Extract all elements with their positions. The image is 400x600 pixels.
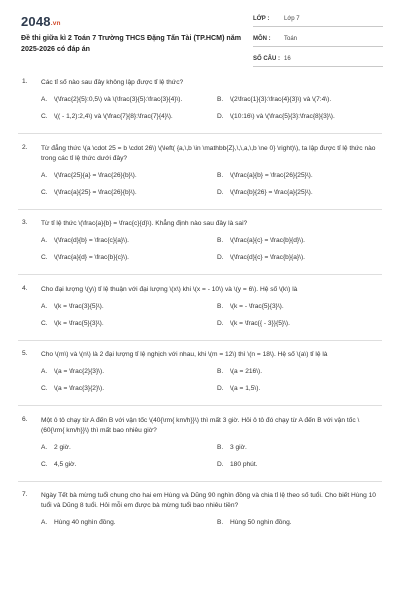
site-logo[interactable] <box>21 14 61 29</box>
question-divider <box>18 481 382 482</box>
option-label: B. <box>217 368 224 375</box>
answer-option[interactable] <box>217 112 389 121</box>
option-text: \(\frac{2}{5}:0,5\) và \(\frac{3}{5}:\frac{3}{4}\). <box>54 96 183 103</box>
question-divider <box>18 274 382 275</box>
answer-option[interactable] <box>41 171 213 180</box>
question-item <box>0 219 400 270</box>
question-number: 7. <box>22 491 28 498</box>
option-label: D. <box>217 385 224 392</box>
question-divider <box>18 340 382 341</box>
option-label: C. <box>41 385 48 392</box>
option-label: D. <box>217 188 224 196</box>
meta-value: Lớp 7 <box>284 16 300 22</box>
option-text: \(\frac{a}{c} = \frac{b}{d}\). <box>230 237 305 244</box>
option-label: D. <box>217 254 224 261</box>
question-number: 1. <box>22 78 28 85</box>
meta-row <box>253 34 383 47</box>
question-text: Cho đại lượng \(y\) tỉ lệ thuận với đại lượng \(x\) khi \(x = - 10\) và \(y = 6\). Hệ số \(k\) là <box>41 285 298 293</box>
option-text: \(10:16\) và \(\frac{5}{3}:\frac{8}{3}\). <box>230 113 335 120</box>
answer-option[interactable] <box>217 171 389 180</box>
question-item <box>0 491 400 535</box>
option-label: B. <box>217 171 224 179</box>
answer-option[interactable] <box>217 384 389 393</box>
document-title: Đề thi giữa kì 2 Toán 7 Trường THCS Đặng Tấn Tài (TP.HCM) năm 2025-2026 có đáp án <box>21 34 242 53</box>
option-label: D. <box>217 113 224 120</box>
answer-options <box>41 302 382 336</box>
option-label: A. <box>41 519 48 526</box>
logo-main: 2048 <box>21 14 51 29</box>
option-text: 180 phút. <box>230 460 258 468</box>
answer-option[interactable] <box>217 302 389 311</box>
answer-option[interactable] <box>217 95 389 104</box>
option-label: C. <box>41 319 48 327</box>
question-number: 6. <box>22 415 28 423</box>
option-label: A. <box>41 237 48 244</box>
meta-value: 16 <box>284 56 291 62</box>
question-list <box>0 78 400 535</box>
option-text: \(a = \frac{2}{3}\). <box>54 368 105 375</box>
option-text: 4,5 giờ. <box>54 460 77 468</box>
answer-option[interactable] <box>41 188 213 197</box>
question-text: Một ô tô chạy từ A đến B với vận tốc \(40{\rm{ km/h}}\) thì mất 3 giờ. Hỏi ô tô đó chạy từ A đến B với vận tốc \(60{\rm{ km/h}}\) thì mất bao nhiêu giờ? <box>41 416 360 434</box>
answer-options <box>41 95 382 129</box>
option-text: 2 giờ. <box>54 443 71 451</box>
answer-option[interactable] <box>41 95 213 104</box>
option-text: \(a = 1,5\). <box>230 385 261 392</box>
option-label: B. <box>217 443 224 451</box>
question-item <box>0 350 400 401</box>
question-text: Từ tỉ lệ thức \(\frac{a}{b} = \frac{c}{d}\). Khẳng định nào sau đây là sai? <box>41 220 248 227</box>
option-text: 3 giờ. <box>230 443 247 451</box>
option-label: C. <box>41 113 48 120</box>
meta-row <box>253 54 383 67</box>
option-label: A. <box>41 171 48 179</box>
question-divider <box>18 405 382 406</box>
option-text: \(\frac{a}{25} = \frac{26}{b}\). <box>54 188 137 196</box>
option-label: C. <box>41 254 48 261</box>
question-number: 4. <box>22 284 28 292</box>
answer-option[interactable] <box>41 236 213 245</box>
question-number: 2. <box>22 143 28 151</box>
document-header <box>0 0 400 64</box>
option-text: \(\frac{b}{26} = \frac{a}{25}\). <box>230 188 313 196</box>
answer-option[interactable] <box>217 236 389 245</box>
answer-option[interactable] <box>41 384 213 393</box>
question-text: Ngày Tết bà mừng tuổi chung cho hai em Hùng và Dũng 90 nghìn đồng và chia tỉ lệ theo số tuổi. Cho biết Hùng 10 tuổi và Dũng 8 tuổi. Hỏi mỗi em được bà mừng tuổi bao nhiêu tiền? <box>41 492 376 509</box>
meta-label: MÔN : <box>253 36 271 42</box>
option-text: \(\frac{25}{a} = \frac{26}{b}\). <box>54 171 137 179</box>
answer-option[interactable] <box>41 443 213 452</box>
question-item <box>0 78 400 129</box>
option-label: A. <box>41 443 48 451</box>
answer-option[interactable] <box>217 319 389 328</box>
option-text: \(k = \frac{3}{5}\). <box>54 302 104 310</box>
option-text: \(\frac{d}{b} = \frac{c}{a}\). <box>54 237 129 244</box>
answer-options <box>41 518 382 535</box>
option-label: C. <box>41 460 48 468</box>
answer-option[interactable] <box>41 253 213 262</box>
meta-label: LỚP : <box>253 16 270 22</box>
question-item <box>0 416 400 477</box>
option-text: Hùng 50 nghìn đồng. <box>230 519 292 526</box>
option-label: A. <box>41 96 48 103</box>
answer-option[interactable] <box>217 443 389 452</box>
answer-option[interactable] <box>217 253 389 262</box>
option-label: D. <box>217 319 224 327</box>
question-item <box>0 144 400 205</box>
answer-option[interactable] <box>217 188 389 197</box>
option-text: \(\frac{d}{c} = \frac{b}{a}\). <box>230 254 305 261</box>
meta-label: SỐ CÂU : <box>253 56 280 62</box>
option-label: A. <box>41 368 48 375</box>
question-divider <box>18 133 382 134</box>
option-text: Hùng 40 nghìn đồng. <box>54 519 116 526</box>
option-label: D. <box>217 460 224 468</box>
answer-option[interactable] <box>217 518 389 527</box>
meta-value: Toán <box>284 36 298 42</box>
option-text: \(\frac{a}{d} = \frac{b}{c}\). <box>54 254 129 261</box>
question-item <box>0 285 400 336</box>
question-text: Từ đẳng thức \(a \cdot 25 = b \cdot 26\) \(\left( {a,\,b \in \mathbb{Z},\,\,a,\,b \ne 0} \right)\), ta lập được tỉ lệ thức nào trong các tỉ lệ thức dưới đây? <box>41 144 376 162</box>
meta-row <box>253 14 383 27</box>
question-text: Các tỉ số nào sau đây không lập được tỉ lệ thức? <box>41 79 184 86</box>
answer-option[interactable] <box>41 367 213 376</box>
answer-options <box>41 236 382 270</box>
option-text: \(\frac{a}{b} = \frac{26}{25}\). <box>230 171 313 179</box>
option-label: B. <box>217 519 224 526</box>
answer-options <box>41 171 382 205</box>
logo-suffix: .vn <box>50 20 61 27</box>
option-text: \(a = 216\). <box>230 368 263 375</box>
question-divider <box>18 209 382 210</box>
option-text: \(a = \frac{3}{2}\). <box>54 385 105 392</box>
option-label: C. <box>41 188 48 196</box>
option-text: \(k = - \frac{5}{3}\). <box>230 302 284 310</box>
answer-options <box>41 443 382 477</box>
question-text: Cho \(m\) và \(n\) là 2 đại lượng tỉ lệ nghịch với nhau, khi \(m = 12\) thì \(n = 18\). Hệ số \(a\) tỉ lệ là <box>41 351 328 358</box>
answer-option[interactable] <box>41 460 213 469</box>
answer-option[interactable] <box>217 460 389 469</box>
question-number: 3. <box>22 219 28 226</box>
option-label: B. <box>217 96 224 103</box>
answer-option[interactable] <box>41 302 213 311</box>
option-text: \(k = \frac{{ - 3}}{5}\). <box>230 319 290 327</box>
answer-options <box>41 367 382 401</box>
option-text: \(k = \frac{5}{3}\). <box>54 319 104 327</box>
option-label: B. <box>217 237 224 244</box>
question-number: 5. <box>22 350 28 357</box>
answer-option[interactable] <box>217 367 389 376</box>
exam-meta <box>253 14 383 74</box>
answer-option[interactable] <box>41 518 213 527</box>
answer-option[interactable] <box>41 319 213 328</box>
option-label: A. <box>41 302 48 310</box>
option-text: \(2\frac{1}{3}:\frac{4}{3}\) và \(7:4\). <box>230 96 332 103</box>
option-label: B. <box>217 302 224 310</box>
answer-option[interactable] <box>41 112 213 121</box>
option-text: \(( - 1,2):2,4\) và \(\frac{7}{8}:\frac{7}{4}\). <box>54 113 173 120</box>
